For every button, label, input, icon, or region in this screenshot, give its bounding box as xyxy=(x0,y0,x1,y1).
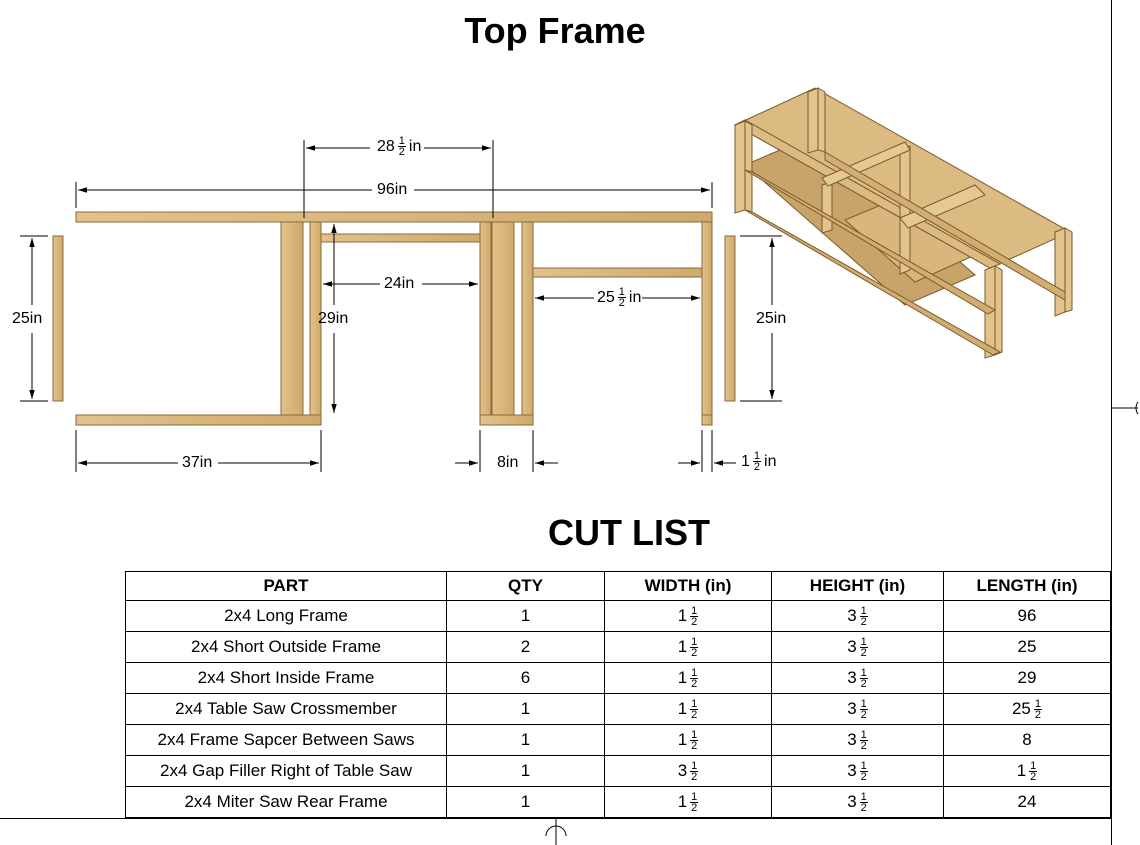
table-header-row xyxy=(126,572,1111,601)
qty-cell: 1 xyxy=(447,725,605,756)
length-cell: 24 xyxy=(944,787,1111,818)
length-cell: 1 $\frac{1}{2}$ xyxy=(944,756,1111,787)
height-cell: 3 $\frac{1}{2}$ xyxy=(772,787,944,818)
part-cell: 2x4 Table Saw Crossmember xyxy=(126,694,447,725)
width-cell: 1 $\frac{1}{2}$ xyxy=(605,787,772,818)
part-cell: 2x4 Gap Filler Right of Table Saw xyxy=(126,756,447,787)
part-cell: 2x4 Frame Sapcer Between Saws xyxy=(126,725,447,756)
qty-cell: 1 xyxy=(447,694,605,725)
length-cell: 25 $\frac{1}{2}$ xyxy=(944,694,1111,725)
height-cell: 3 $\frac{1}{2}$ xyxy=(772,694,944,725)
bottom-frame-middle xyxy=(480,415,533,425)
part-cell: 2x4 Long Frame xyxy=(126,601,447,632)
col-part: PART xyxy=(126,572,447,601)
col-length: LENGTH (in) xyxy=(944,572,1111,601)
inside-frame-1 xyxy=(281,222,303,415)
inside-frame-6 xyxy=(702,222,712,415)
page-border-right xyxy=(1111,0,1112,845)
col-width: WIDTH (in) xyxy=(605,572,772,601)
col-qty: QTY xyxy=(447,572,605,601)
col-height: HEIGHT (in) xyxy=(772,572,944,601)
table-row xyxy=(126,663,1111,694)
length-cell: 29 xyxy=(944,663,1111,694)
dim-label-37: 37in xyxy=(182,454,213,471)
table-saw-crossmember xyxy=(533,268,702,277)
bottom-frame-right xyxy=(702,415,712,425)
length-cell: 96 xyxy=(944,601,1111,632)
table-row xyxy=(126,725,1111,756)
table-row xyxy=(126,756,1111,787)
height-cell: 3 $\frac{1}{2}$ xyxy=(772,663,944,694)
width-cell: 1 $\frac{1}{2}$ xyxy=(605,725,772,756)
dim-label-25-half: 25 $\frac{1}{2}$ in xyxy=(597,286,642,309)
qty-cell: 2 xyxy=(447,632,605,663)
width-cell: 3 $\frac{1}{2}$ xyxy=(605,756,772,787)
table-row xyxy=(126,787,1111,818)
width-cell: 1 $\frac{1}{2}$ xyxy=(605,601,772,632)
dim-label-96: 96in xyxy=(377,181,408,198)
table-row xyxy=(126,694,1111,725)
dim-label-25-right: 25in xyxy=(756,310,787,327)
part-cell: 2x4 Short Outside Frame xyxy=(126,632,447,663)
cut-list-table xyxy=(125,571,1111,818)
miter-saw-rear-frame xyxy=(321,234,480,242)
length-cell: 8 xyxy=(944,725,1111,756)
long-frame-board xyxy=(76,212,712,222)
qty-cell: 6 xyxy=(447,663,605,694)
dim-label-25-left: 25in xyxy=(12,310,43,327)
diagram-title: Top Frame xyxy=(464,10,646,51)
dim-label-8: 8in xyxy=(497,454,519,471)
dim-label-1-half: 1 $\frac{1}{2}$ in xyxy=(741,450,777,473)
crosshair-mark-bottom xyxy=(544,818,568,845)
inside-frame-5 xyxy=(522,222,533,415)
height-cell: 3 $\frac{1}{2}$ xyxy=(772,756,944,787)
short-outside-frame-left xyxy=(53,236,63,401)
part-cell: 2x4 Short Inside Frame xyxy=(126,663,447,694)
bottom-frame-left xyxy=(76,415,321,425)
dim-label-29: 29in xyxy=(318,310,349,327)
dim-label-28-half: 28 $\frac{1}{2}$ in xyxy=(377,135,422,158)
height-cell: 3 $\frac{1}{2}$ xyxy=(772,725,944,756)
qty-cell: 1 xyxy=(447,601,605,632)
inside-frame-3 xyxy=(480,222,491,415)
width-cell: 1 $\frac{1}{2}$ xyxy=(605,694,772,725)
width-cell: 1 $\frac{1}{2}$ xyxy=(605,632,772,663)
inside-frame-4 xyxy=(492,222,514,415)
qty-cell: 1 xyxy=(447,787,605,818)
dim-label-24: 24in xyxy=(384,275,415,292)
height-cell: 3 $\frac{1}{2}$ xyxy=(772,632,944,663)
height-cell: 3 $\frac{1}{2}$ xyxy=(772,601,944,632)
short-outside-frame-right xyxy=(725,236,735,401)
cut-list-title: CUT LIST xyxy=(548,512,710,553)
table-row xyxy=(126,601,1111,632)
length-cell: 25 xyxy=(944,632,1111,663)
crosshair-mark-right xyxy=(1110,396,1140,420)
qty-cell: 1 xyxy=(447,756,605,787)
table-row xyxy=(126,632,1111,663)
part-cell: 2x4 Miter Saw Rear Frame xyxy=(126,787,447,818)
width-cell: 1 $\frac{1}{2}$ xyxy=(605,663,772,694)
